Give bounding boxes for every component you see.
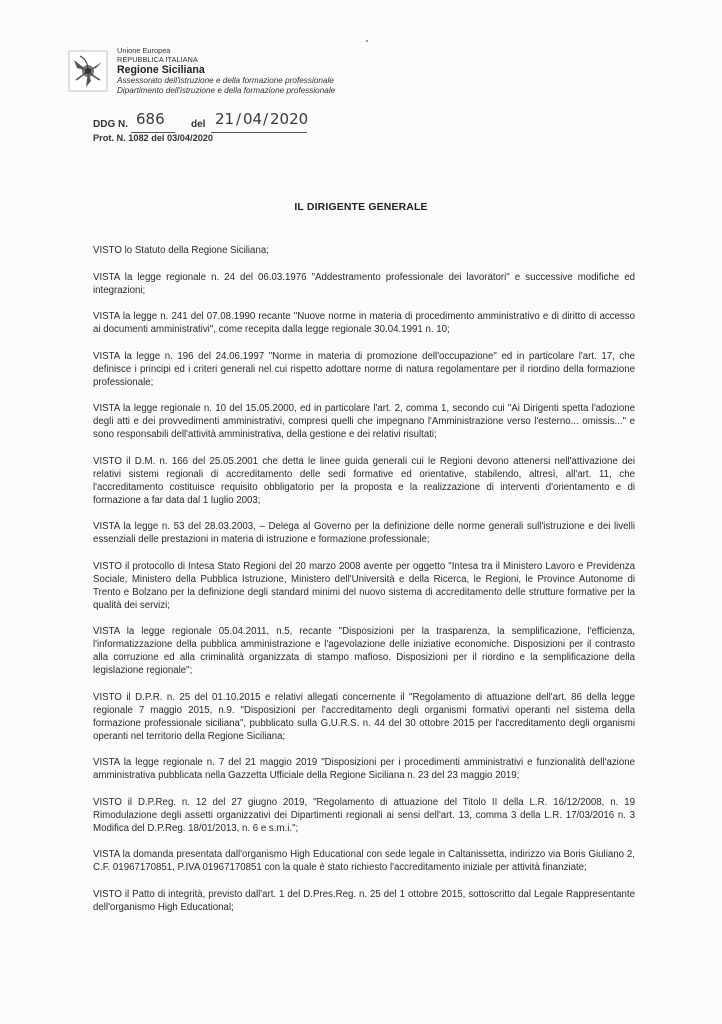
- letterhead: [68, 46, 448, 106]
- ddg-number: 686: [136, 110, 165, 128]
- decree-number-row: [93, 110, 373, 134]
- paragraph: VISTA la legge n. 196 del 24.06.1997 "Norme in materia di promozione dell'occupazione" ed in particolare l'art. 17, che definisce i principi ed i criteri generali nel cui rispetto adottare norme di natura regolamentare per il riordino della formazione professionale;: [93, 350, 635, 388]
- ddg-year: 2020: [270, 110, 309, 128]
- scan-speck: [366, 40, 368, 42]
- letterhead-text: [117, 46, 437, 95]
- document-body: [93, 244, 635, 927]
- eu-label: Unione Europea: [117, 46, 171, 55]
- paragraph: VISTA la legge regionale 05.04.2011, n.5, recante "Disposizioni per la trasparenza, la semplificazione, l'efficienza, l'informatizzazione della pubblica amministrazione e l'agevolazione delle iniziative economiche. Disposizioni per il contrasto alla corruzione ed alla criminalità organizzata di stampo mafioso. Disposizioni per il riordino e la semplificazione della legislazione regionale";: [93, 626, 635, 676]
- trinacria-emblem-icon: [68, 50, 108, 92]
- ddg-prefix: DDG N.: [93, 119, 128, 130]
- republic-label: REPUBBLICA ITALIANA: [117, 55, 198, 64]
- ddg-sep2: /: [263, 110, 269, 128]
- paragraph: VISTA la legge n. 53 del 28.03.2003, – Delega al Governo per la definizione delle norme generali sull'istruzione e dei livelli essenziali delle prestazioni in materia di istruzione e formazione professionale;: [93, 521, 635, 545]
- paragraph: VISTO il Patto di integrità, previsto dall'art. 1 del D.Pres.Reg. n. 25 del 1 ottobre 2015, sottoscritto dal Legale Rappresentante dell'organismo High Educational;: [93, 888, 635, 913]
- paragraph: VISTA la legge n. 241 del 07.08.1990 recante "Nuove norme in materia di procedimento amministrativo e di diritto di accesso ai documenti amministrativi", come recepita dalla legge regionale 30.04.1991 n. 10;: [93, 311, 635, 335]
- ddg-del-label: del: [191, 119, 206, 130]
- paragraph: VISTO lo Statuto della Regione Siciliana;: [93, 245, 269, 256]
- protocol-line: Prot. N. 1082 del 03/04/2020: [93, 133, 214, 143]
- paragraph: VISTA la domanda presentata dall'organismo High Educational con sede legale in Caltanissetta, indirizzo via Boris Giuliano 2, C.F. 01967170851, P.IVA 01967170851 con la quale è stato richiesto l'accreditamento iniziale per attività finanziate;: [93, 849, 635, 873]
- paragraph: VISTO il D.P.Reg. n. 12 del 27 giugno 2019, "Regolamento di attuazione del Titolo II della L.R. 16/12/2008, n. 19 Rimodulazione degli assetti organizzativi dei Dipartimenti regionali ai sensi dell'art. 13, comma 3 della L.R. 17/03/2016 n. 3 Modifica del D.P.Reg. 18/01/2013, n. 6 e s.m.i.";: [93, 796, 635, 834]
- document-title: IL DIRIGENTE GENERALE: [294, 202, 428, 213]
- ddg-day: 21: [215, 110, 235, 128]
- paragraph: VISTA la legge regionale n. 7 del 21 maggio 2019 "Disposizioni per i procedimenti amministrativi e funzionalità dell'azione amministrativa pubblicata nella Gazzetta Ufficiale della Regione Siciliana n. 23 del 23 maggio 2019;: [93, 757, 635, 781]
- paragraph: VISTO il D.P.R. n. 25 del 01.10.2015 e relativi allegati concernente il "Regolamento di attuazione dell'art. 86 della legge regionale 7 maggio 2015, n.9. "Disposizioni per l'accreditamento degli organismi formativi operanti nel sistema della formazione professionale siciliana", pubblicato sulla G.U.R.S. n. 44 del 30 ottobre 2015 per l'accreditamento degli organismi operanti nel territorio della Regione Siciliana;: [93, 691, 635, 742]
- paragraph: VISTA la legge regionale n. 24 del 06.03.1976 "Addestramento professionale dei lavoratori" e successive modifiche ed integrazioni;: [93, 271, 635, 296]
- dipartimento-label: Dipartimento dell'istruzione e della formazione professionale: [117, 85, 336, 95]
- ddg-month: 04: [243, 110, 263, 128]
- ddg-sep1: /: [236, 110, 242, 128]
- paragraph: VISTO il protocollo di Intesa Stato Regioni del 20 marzo 2008 avente per oggetto "Intesa tra il Ministero Lavoro e Previdenza Sociale, Ministero della Pubblica Istruzione, Ministero dell'Università e della Ricerca, le Regioni, le Province Autonome di Trento e Bolzano per la definizione degli standard minimi del nuovo sistema di accreditamento delle strutture formative per la qualità dei servizi;: [93, 560, 635, 611]
- ddg-date-underline: [211, 132, 307, 133]
- paragraph: VISTA la legge regionale n. 10 del 15.05.2000, ed in particolare l'art. 2, comma 1, secondo cui "Ai Dirigenti spetta l'adozione degli atti e dei provvedimenti amministrativi, compresi quelli che impegnano l'Amministrazione verso l'esterno... omissis..." e sono responsabili dell'attività amministrativa, della gestione e dei relativi risultati;: [93, 403, 635, 440]
- assessorato-label: Assessorato dell'istruzione e della formazione professionale: [117, 76, 334, 85]
- region-name: Regione Siciliana: [117, 64, 205, 76]
- paragraph: VISTO il D.M. n. 166 del 25.05.2001 che detta le linee guida generali cui le Regioni devono attenersi nell'attivazione dei relativi sistemi regionali di accreditamento delle sedi formative ed orientative, stabilendo, altresì, all'art. 11, che l'accreditamento costituisce requisito obbligatorio per la proposta e la realizzazione di interventi d'orientamento e di formazione a far data dal 1 luglio 2003;: [93, 455, 635, 506]
